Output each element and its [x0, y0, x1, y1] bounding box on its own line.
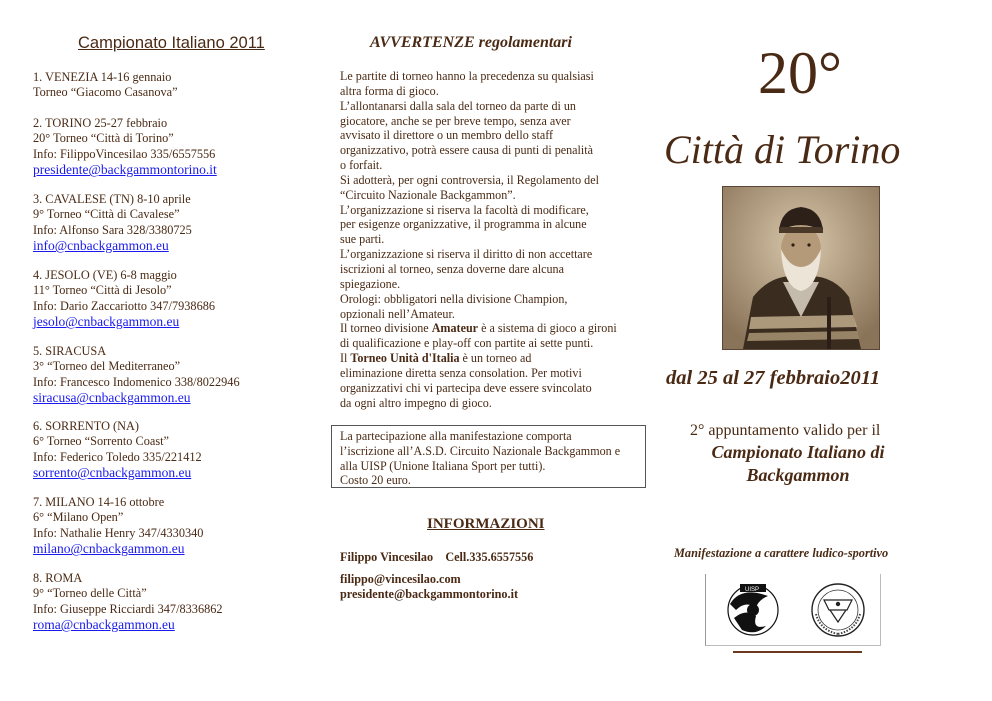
contact-line — [340, 550, 533, 565]
contact-name: Filippo Vincesilao — [340, 550, 434, 564]
contact-email-2[interactable]: presidente@backgammontorino.it — [340, 587, 519, 601]
validity-note: 2° appuntamento valido per il — [690, 422, 881, 439]
event-email-link[interactable]: sorrento@cnbackgammon.eu — [33, 465, 192, 481]
championship-line: Backgammon — [746, 465, 850, 485]
event-date: 1. VENEZIA 14-16 gennaio — [33, 70, 172, 84]
rules-text-span: è un torneo ad — [459, 351, 532, 366]
event-email-link[interactable]: info@cnbackgammon.eu — [33, 238, 169, 254]
rules-line: iscrizioni al torneo, senza doverne dare alcuna — [340, 261, 564, 276]
info-title: INFORMAZIONI — [427, 516, 545, 532]
championship-line: Campionato Italiano di — [711, 442, 885, 462]
event-date: 5. SIRACUSA — [33, 344, 107, 358]
event-jesolo — [33, 268, 215, 330]
event-email-link[interactable]: presidente@backgammontorino.it — [33, 162, 217, 178]
rules-line: organizzativi chi vi partecipa deve essere svincolato — [340, 380, 592, 395]
event-info: Info: Alfonso Sara 328/3380725 — [33, 222, 192, 237]
rules-text-span: Il — [340, 351, 351, 366]
portrait-illustration — [723, 187, 879, 349]
event-date: 2. TORINO 25-27 febbraio — [33, 116, 168, 130]
city-title: Città di Torino — [664, 127, 901, 172]
event-date: 8. ROMA — [33, 571, 83, 585]
rules-line: sue parti. — [340, 232, 385, 247]
rules-line: altra forma di gioco. — [340, 83, 439, 98]
rules-line: Orologi: obbligatori nella divisione Champion, — [340, 291, 568, 306]
portrait-photo — [722, 186, 880, 350]
bottom-divider — [733, 651, 862, 653]
event-name: 6° Torneo “Sorrento Coast” — [33, 434, 169, 449]
rules-line: L’organizzazione si riserva il diritto di non accettare — [340, 247, 593, 262]
event-info: Info: Dario Zaccariotto 347/7938686 — [33, 298, 216, 313]
event-milano — [33, 495, 203, 557]
event-date: 7. MILANO 14-16 ottobre — [33, 495, 165, 509]
rules-line: avvisato il direttore o un membro dello staff — [340, 128, 554, 143]
event-info: Info: Francesco Indomenico 338/8022946 — [33, 374, 240, 389]
event-email-link[interactable]: roma@cnbackgammon.eu — [33, 617, 175, 633]
event-siracusa — [33, 344, 240, 406]
notice-line: La partecipazione alla manifestazione comporta — [340, 429, 572, 443]
event-torino — [33, 116, 217, 178]
event-email-link[interactable]: siracusa@cnbackgammon.eu — [33, 390, 191, 406]
uisp-logo-text: UISP — [745, 587, 760, 593]
rules-line: o forfait. — [340, 158, 383, 173]
championship-name — [678, 441, 918, 487]
rules-text-span: Il torneo divisione — [340, 321, 432, 336]
calendar-title: Campionato Italiano 2011 — [78, 34, 265, 52]
event-name: 11° Torneo “Città di Jesolo” — [33, 283, 172, 298]
rules-line: eliminazione diretta senza consolation. Per motivi — [340, 365, 582, 380]
event-name: 6° “Milano Open” — [33, 510, 124, 525]
rules-line: opzionali nell’Amateur. — [340, 306, 455, 321]
event-name: 20° Torneo “Città di Torino” — [33, 131, 174, 146]
rules-line: di qualificazione e play-off con partite ai sette punti. — [340, 336, 594, 351]
event-date: 6. SORRENTO (NA) — [33, 419, 140, 433]
rules-line: giocatore, anche se per breve tempo, senza aver — [340, 113, 571, 128]
event-date: 4. JESOLO (VE) 6-8 maggio — [33, 268, 177, 282]
event-cavalese — [33, 192, 192, 254]
event-date: 3. CAVALESE (TN) 8-10 aprile — [33, 192, 191, 206]
rules-line-amateur — [340, 321, 640, 336]
rules-line: per esigenze organizzative, il programma in alcune — [340, 217, 587, 232]
participation-notice-box — [331, 425, 646, 488]
event-info: Info: FilippoVincesilao 335/6557556 — [33, 146, 216, 161]
rules-bold-unita: Torneo Unità d'Italia — [350, 351, 460, 366]
rules-line: organizzativo, potrà essere causa di punti di penalità — [340, 143, 593, 158]
contact-email-1[interactable]: filippo@vincesilao.com — [340, 572, 461, 586]
uisp-logo — [728, 584, 778, 635]
event-name: 3° “Torneo del Mediterraneo” — [33, 359, 181, 374]
event-roma — [33, 571, 223, 633]
logos-svg — [706, 574, 882, 646]
rules-line-unita — [340, 351, 640, 366]
rules-line: L’allontanarsi dalla sala del torneo da parte di un — [340, 98, 576, 113]
event-info: Info: Nathalie Henry 347/4330340 — [33, 525, 204, 540]
event-info: Info: Giuseppe Ricciardi 347/8336862 — [33, 601, 223, 616]
event-name: Torneo “Giacomo Casanova” — [33, 85, 178, 100]
rules-line: Si adotterà, per ogni controversia, il Regolamento del — [340, 172, 599, 187]
rules-line: “Circuito Nazionale Backgammon”. — [340, 187, 516, 202]
notice-line: l’iscrizione all’A.S.D. Circuito Nazionale Backgammon e — [340, 443, 621, 458]
rules-text — [340, 69, 640, 410]
notice-line: alla UISP (Unione Italiana Sport per tutti). — [340, 458, 546, 473]
event-email-link[interactable]: milano@cnbackgammon.eu — [33, 541, 185, 557]
notice-line: Costo 20 euro. — [340, 473, 411, 488]
edition-number: 20° — [758, 40, 842, 106]
rules-line: spiegazione. — [340, 276, 401, 291]
rules-line: L’organizzazione si riserva la facoltà di modificare, — [340, 202, 589, 217]
event-name: 9° “Torneo delle Città” — [33, 586, 147, 601]
sponsor-logos — [705, 574, 881, 646]
rules-text-span: è a sistema di gioco a gironi — [478, 321, 617, 336]
event-name: 9° Torneo “Città di Cavalese” — [33, 207, 180, 222]
rules-title: AVVERTENZE regolamentari — [370, 34, 572, 51]
contact-phone: Cell.335.6557556 — [445, 550, 534, 564]
event-dates: dal 25 al 27 febbraio2011 — [666, 367, 881, 389]
rules-bold-amateur: Amateur — [431, 321, 479, 336]
event-info: Info: Federico Toledo 335/221412 — [33, 449, 202, 464]
event-email-link[interactable]: jesolo@cnbackgammon.eu — [33, 314, 180, 330]
rules-line: da ogni altro impegno di gioco. — [340, 395, 492, 410]
rules-line: Le partite di torneo hanno la precedenza su qualsiasi — [340, 69, 594, 83]
contact-emails — [340, 572, 518, 602]
event-venezia — [33, 70, 178, 101]
event-sorrento — [33, 419, 202, 481]
event-type: Manifestazione a carattere ludico-sportivo — [674, 546, 889, 560]
association-emblem — [812, 584, 864, 636]
